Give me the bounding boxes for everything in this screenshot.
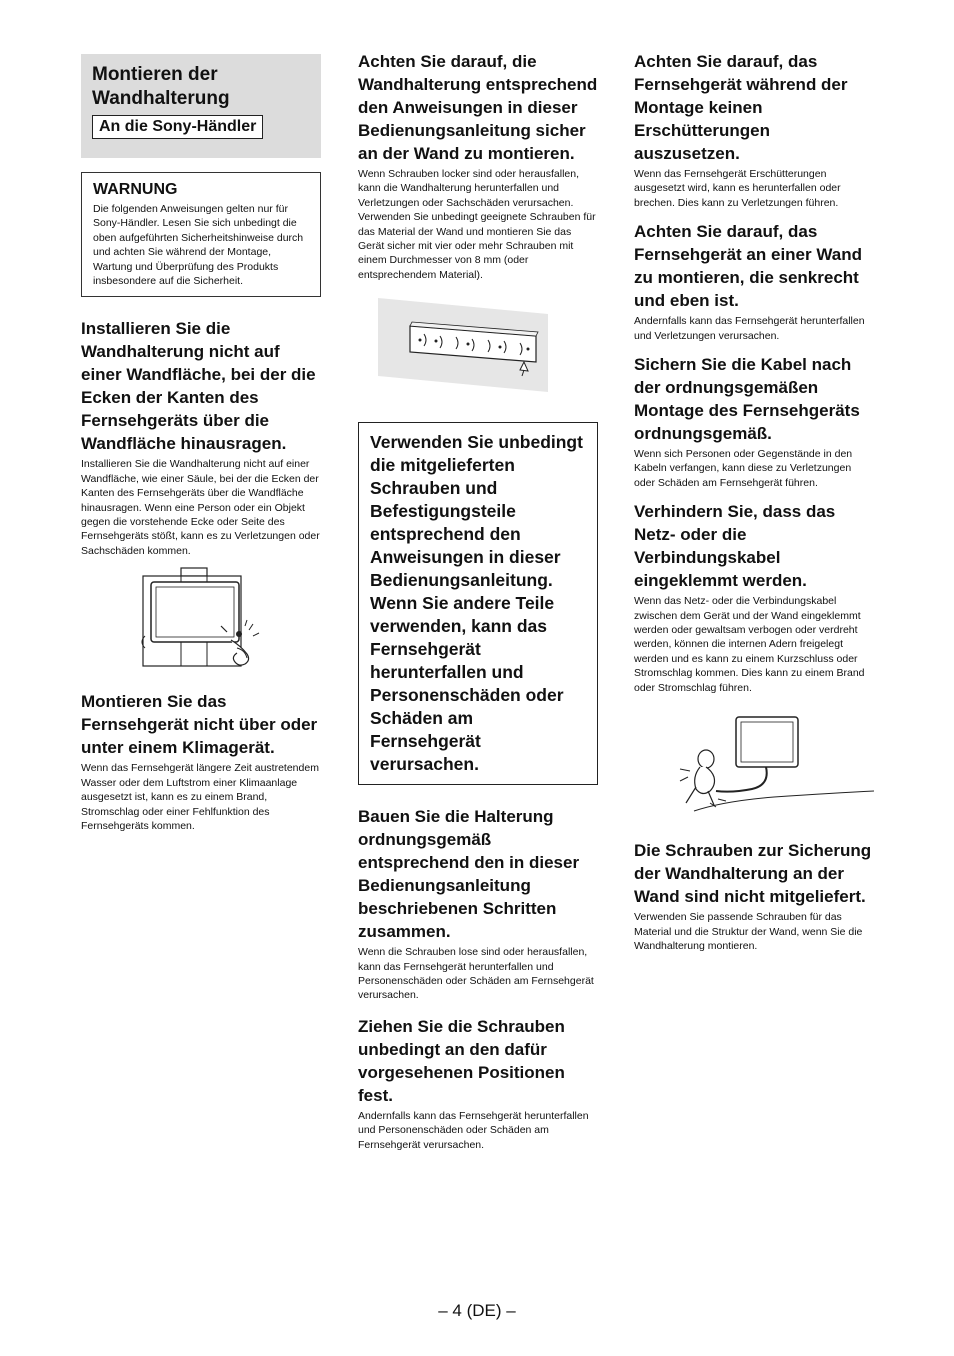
- section-assemble: [358, 805, 598, 1003]
- section-heading: Achten Sie darauf, das Fernsehgerät an einer Wand zu montieren, die senkrecht und eben ist.: [634, 222, 862, 311]
- column-2: [358, 50, 598, 1152]
- section-pinched-cables: [634, 500, 874, 695]
- column-3: [634, 50, 874, 953]
- section-text: Wenn Schrauben locker sind oder herausfallen, kann die Wandhalterung herunterfallen und Verletzungen oder Sachschäden verursachen. Verwenden Sie unbedingt geeignete Schrauben für das Material der Wand und montieren Sie das Gerät sicher mit vier oder mehr Schrauben mit einem Durchmesser von 8 mm (oder entsprechendem Material).: [358, 168, 596, 281]
- dealer-tag: An die Sony-Händler: [92, 115, 263, 139]
- section-heading: Achten Sie darauf, das Fernsehgerät während der Montage keinen Erschütterungen auszusetzen.: [634, 52, 848, 163]
- section-heading: Installieren Sie die Wandhalterung nicht auf einer Wandfläche, bei der die Ecken der Kanten des Fernsehgeräts über die Wandfläche hinausragen.: [81, 319, 316, 454]
- page-number: – 4 (DE) –: [438, 1301, 516, 1320]
- tv-on-pillar-illustration: [81, 566, 321, 676]
- notice-text: Verwenden Sie unbedingt die mitgelieferten Schrauben und Befestigungsteile entsprechend den Anweisungen in dieser Bedienungsanleitung. Wenn Sie andere Teile verwenden, kann das Fernsehgerät herunterfallen und Personenschäden oder Schäden am Fernsehgerät verursachen.: [370, 432, 583, 775]
- warning-box: [81, 172, 321, 297]
- wall-bracket-illustration: [376, 296, 616, 396]
- section-screws-not-supplied: [634, 839, 874, 953]
- section-text: Wenn das Fernsehgerät Erschütterungen ausgesetzt wird, kann es herunterfallen oder brechen. Dies kann zu Verletzungen führen.: [634, 168, 841, 209]
- warning-heading: WARNUNG: [93, 181, 178, 198]
- cable-trip-illustration: [634, 707, 874, 817]
- section-aircon: [81, 690, 321, 833]
- section-heading: Ziehen Sie die Schrauben unbedingt an den dafür vorgesehenen Positionen fest.: [358, 1016, 565, 1105]
- section-heading: Montieren Sie das Fernsehgerät nicht über oder unter einem Klimagerät.: [81, 692, 318, 758]
- section-heading: Sichern Sie die Kabel nach der ordnungsgemäßen Montage des Fernsehgeräts ordnungsgemäß.: [634, 355, 860, 444]
- section-text: Verwenden Sie passende Schrauben für das Material und die Struktur der Wand, wenn Sie die Wandhalterung montieren.: [634, 911, 863, 952]
- section-secure-cables: [634, 353, 874, 490]
- section-heading: Achten Sie darauf, die Wandhalterung entsprechend den Anweisungen in dieser Bedienungsanleitung sicher an der Wand zu montieren.: [358, 52, 598, 163]
- section-heading: Bauen Sie die Halterung ordnungsgemäß entsprechend den in dieser Bedienungsanleitung beschriebenen Schritten zusammen.: [358, 807, 580, 942]
- column-1: [81, 50, 321, 833]
- section-no-shock: [634, 50, 874, 210]
- section-text: Wenn das Netz- oder die Verbindungskabel zwischen dem Gerät und der Wand eingeklemmt werden oder gewaltsam verbogen oder verdreht werden, können die internen Adern freigelegt werden und es kann zu einem Kurzschluss oder Stromschlag kommen. Dies kann zu einem Brand oder Stromschlag führen.: [634, 595, 865, 694]
- section-pillar: [81, 317, 321, 558]
- section-text: Wenn das Fernsehgerät längere Zeit austretendem Wasser oder dem Luftstrom einer Klimaanlage ausgesetzt ist, kann es zu einem Brand, Stromschlag oder einer Fehlfunktion des Fernsehgeräts kommen.: [81, 762, 319, 832]
- section-heading: Verhindern Sie, dass das Netz- oder die Verbindungskabel eingeklemmt werden.: [634, 502, 836, 591]
- section-text: Andernfalls kann das Fernsehgerät herunterfallen und Verletzungen verursachen.: [634, 315, 865, 342]
- important-notice-box: [358, 422, 598, 785]
- section-text: Andernfalls kann das Fernsehgerät herunterfallen und Personenschäden oder Schäden am Fernsehgerät verursachen.: [358, 1109, 589, 1151]
- section-title-box: [81, 54, 321, 158]
- section-text: Installieren Sie die Wandhalterung nicht auf einer Wandfläche, wie einer Säule, bei der die Ecken der Kanten des Fernsehgeräts über die Wandfläche hinausragen. Wenn eine Person oder ein Objekt gegen die vorstehende Ecke oder Seite des Fernsehgeräts stößt, kann es zu Verletzungen oder Sachschäden kommen.: [81, 458, 320, 557]
- section-tighten-screws: [358, 1015, 598, 1152]
- section-text: Wenn sich Personen oder Gegenstände in den Kabeln verfangen, kann diese zu Verletzungen oder Schäden am Fernsehgerät führen.: [634, 448, 853, 489]
- section-level-wall: [634, 220, 874, 343]
- section-text: Wenn die Schrauben lose sind oder herausfallen, kann das Fernsehgerät herunterfallen und Personenschäden oder Schäden am Fernsehgerät verursachen.: [358, 946, 594, 1002]
- section-secure-mount: [358, 50, 598, 282]
- page-title: Montieren der Wandhalterung: [92, 64, 230, 109]
- section-heading: Die Schrauben zur Sicherung der Wandhalterung an der Wand sind nicht mitgeliefert.: [634, 841, 872, 907]
- warning-text: Die folgenden Anweisungen gelten nur für Sony-Händler. Lesen Sie sich unbedingt die oben aufgeführten Sicherheitshinweise durch und achten Sie während der Montage, Wartung und Überprüfung des Produkts insbesondere auf die Sicherheit.: [93, 203, 304, 288]
